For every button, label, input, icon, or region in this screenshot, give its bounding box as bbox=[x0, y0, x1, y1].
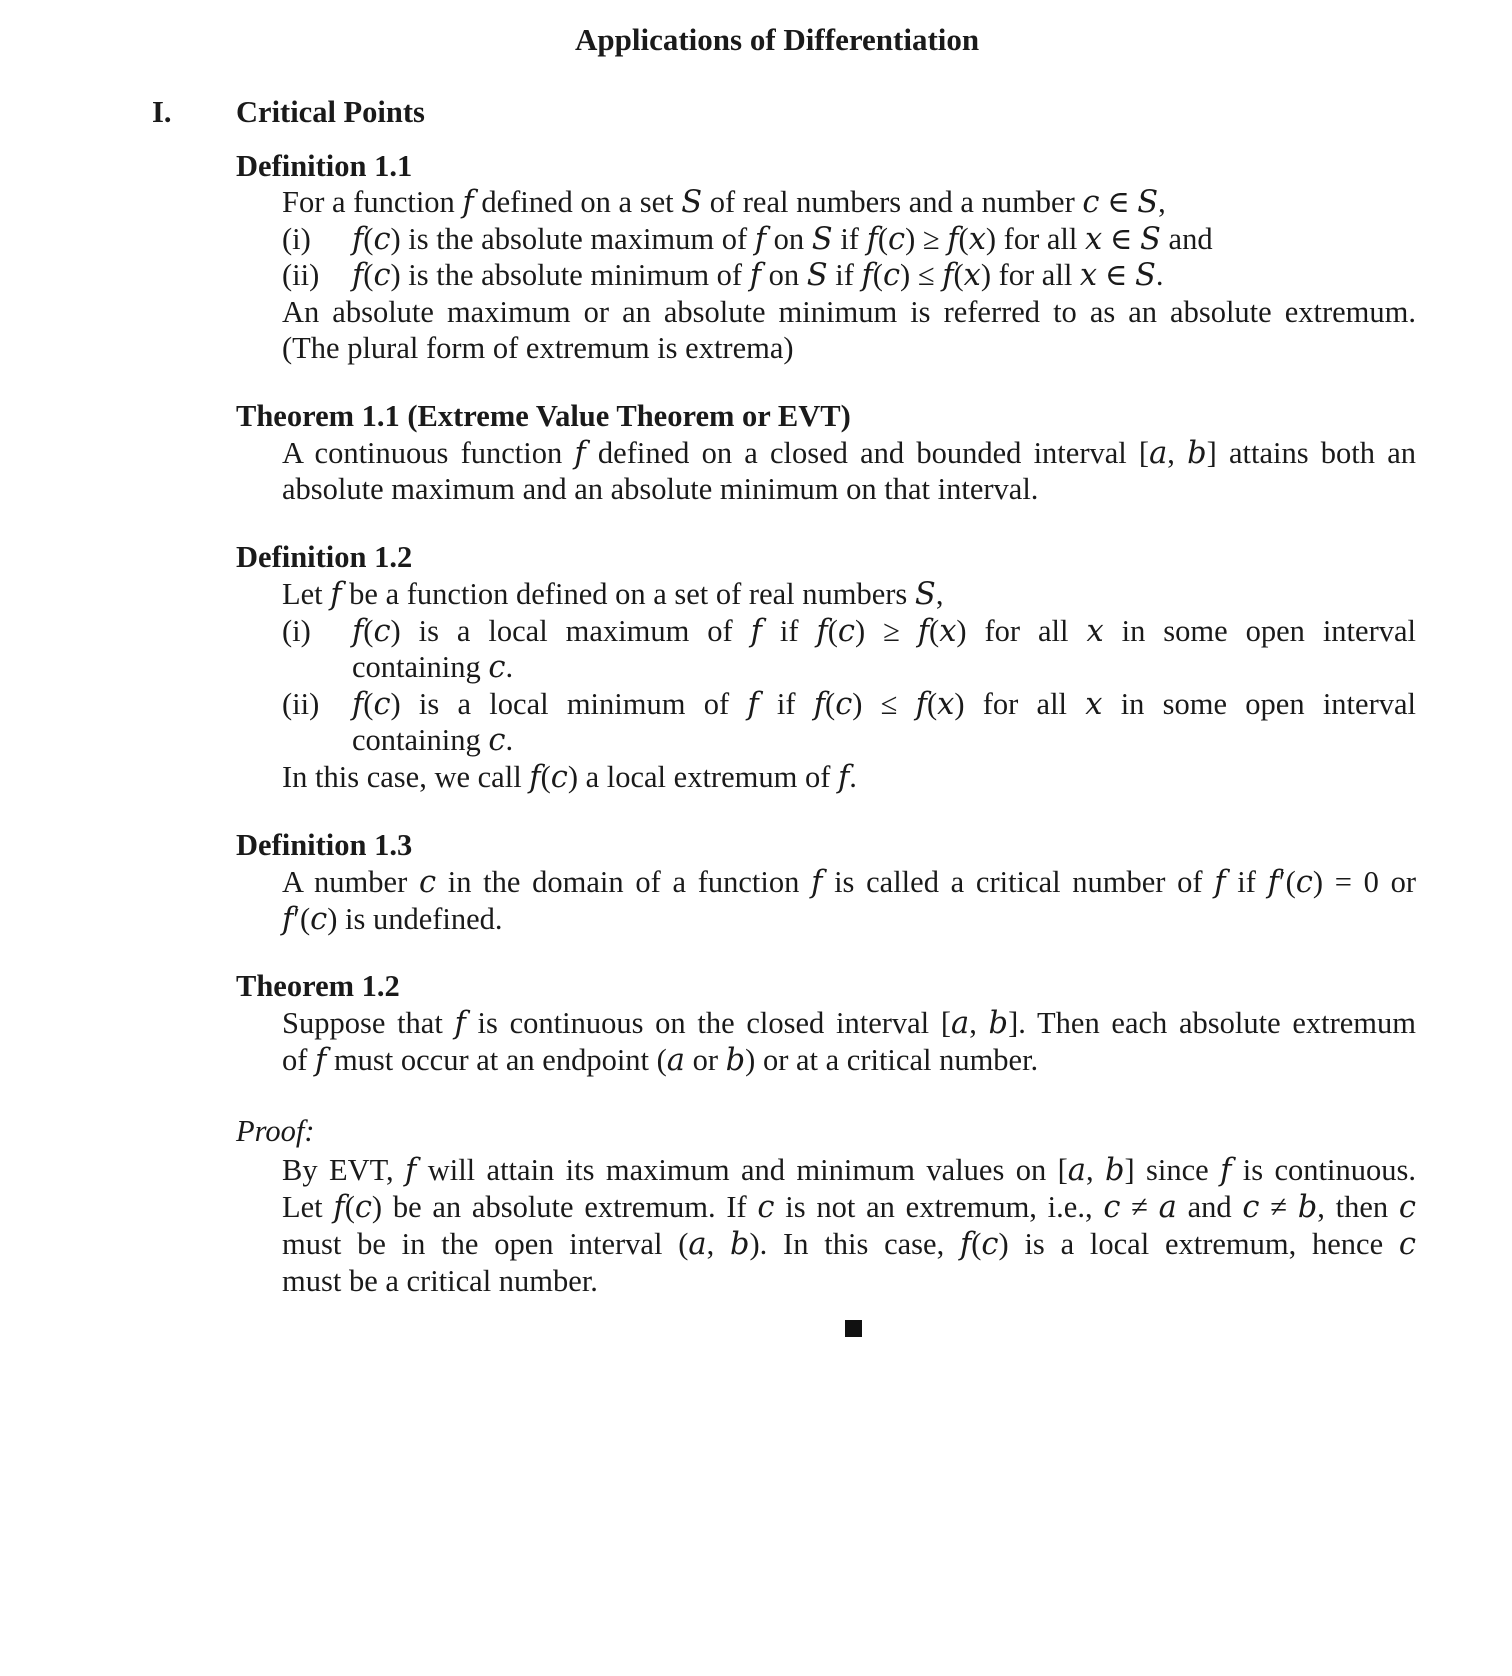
section-number: I. bbox=[152, 95, 172, 129]
proof-line-1: By EVT, 𝑓 will attain its maximum and minimum values on [𝑎, 𝑏] since 𝑓 is continuous. bbox=[282, 1153, 1416, 1187]
theorem-1-2-heading: Theorem 1.2 bbox=[236, 969, 400, 1003]
proof-line-3: must be in the open interval (𝑎, 𝑏). In this case, 𝑓(𝑐) is a local extremum, hence 𝑐 bbox=[282, 1227, 1416, 1261]
proof-line-2: Let 𝑓(𝑐) be an absolute extremum. If 𝑐 is not an extremum, i.e., 𝑐 ≠ 𝑎 and 𝑐 ≠ 𝑏, then 𝑐 bbox=[282, 1190, 1416, 1224]
definition-1-1-item-label: (ii) bbox=[282, 258, 320, 292]
definition-1-2-item-line-1: 𝑓(𝑐) is a local minimum of 𝑓 if 𝑓(𝑐) ≤ 𝑓(𝑥) for all 𝑥 in some open interval bbox=[352, 687, 1416, 721]
definition-1-1-item-label: (i) bbox=[282, 222, 311, 256]
definition-1-2-intro: Let 𝑓 be a function defined on a set of real numbers 𝑆, bbox=[282, 577, 944, 611]
page-title: Applications of Differentiation bbox=[575, 22, 980, 57]
definition-1-1-closing-1: An absolute maximum or an absolute minimum is referred to as an absolute extremum. bbox=[282, 295, 1416, 329]
theorem-1-2-line-2: of 𝑓 must occur at an endpoint (𝑎 or 𝑏) or at a critical number. bbox=[282, 1043, 1039, 1077]
definition-1-2-heading: Definition 1.2 bbox=[236, 540, 413, 574]
definition-1-2-item-label: (i) bbox=[282, 614, 311, 648]
definition-1-3-heading: Definition 1.3 bbox=[236, 828, 413, 862]
theorem-1-2-line-1: Suppose that 𝑓 is continuous on the closed interval [𝑎, 𝑏]. Then each absolute extremum bbox=[282, 1006, 1416, 1040]
definition-1-2-item-line-2: containing 𝑐. bbox=[352, 723, 514, 757]
proof-line-4: must be a critical number. bbox=[282, 1264, 598, 1298]
definition-1-1-item-text: 𝑓(𝑐) is the absolute minimum of 𝑓 on 𝑆 if 𝑓(𝑐) ≤ 𝑓(𝑥) for all 𝑥 ∈ 𝑆. bbox=[352, 258, 1164, 292]
section-title: Critical Points bbox=[236, 95, 425, 129]
definition-1-2-item-line-2: containing 𝑐. bbox=[352, 650, 514, 684]
definition-1-2-item-line-1: 𝑓(𝑐) is a local maximum of 𝑓 if 𝑓(𝑐) ≥ 𝑓(𝑥) for all 𝑥 in some open interval bbox=[352, 614, 1416, 648]
definition-1-3-line-2: 𝑓′(𝑐) is undefined. bbox=[282, 902, 503, 936]
qed-square bbox=[845, 1320, 862, 1337]
proof-heading: Proof: bbox=[236, 1114, 315, 1148]
theorem-1-1-line-2: absolute maximum and an absolute minimum on that interval. bbox=[282, 472, 1039, 506]
definition-1-3-line-1: A number 𝑐 in the domain of a function 𝑓 is called a critical number of 𝑓 if 𝑓′(𝑐) = 0 or bbox=[282, 865, 1416, 899]
definition-1-1-intro: For a function 𝑓 defined on a set 𝑆 of real numbers and a number 𝑐 ∈ 𝑆, bbox=[282, 185, 1166, 219]
definition-1-1-closing-2: (The plural form of extremum is extrema) bbox=[282, 331, 794, 365]
definition-1-1-heading: Definition 1.1 bbox=[236, 149, 413, 183]
theorem-1-1-heading: Theorem 1.1 (Extreme Value Theorem or EVT) bbox=[236, 399, 851, 433]
definition-1-2-item-label: (ii) bbox=[282, 687, 320, 721]
theorem-1-1-line-1: A continuous function 𝑓 defined on a closed and bounded interval [𝑎, 𝑏] attains both an bbox=[282, 436, 1416, 470]
definition-1-2-closing: In this case, we call 𝑓(𝑐) a local extremum of 𝑓. bbox=[282, 760, 857, 794]
definition-1-1-item-text: 𝑓(𝑐) is the absolute maximum of 𝑓 on 𝑆 if 𝑓(𝑐) ≥ 𝑓(𝑥) for all 𝑥 ∈ 𝑆 and bbox=[352, 222, 1213, 256]
